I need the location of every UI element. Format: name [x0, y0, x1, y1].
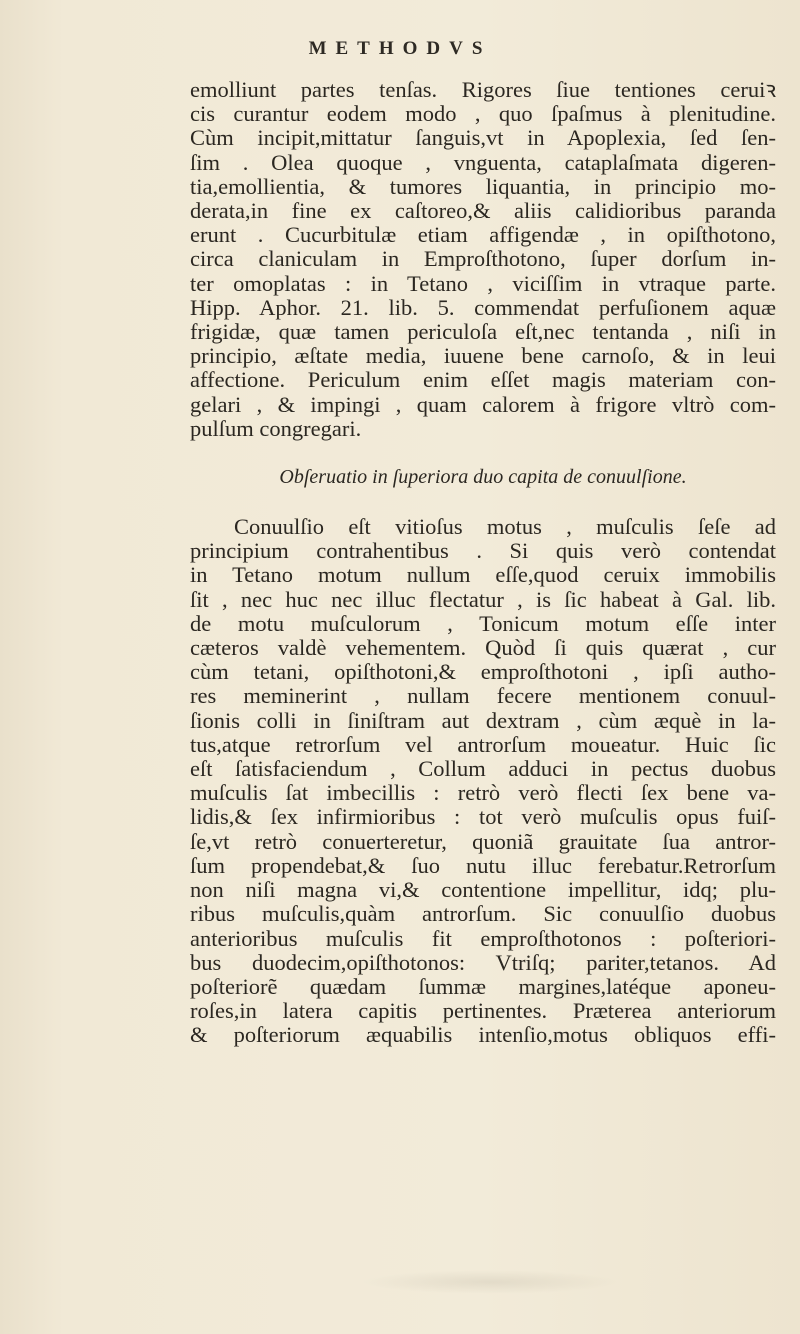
text-line: lidis,& ſex infirmioribus : tot verò muſculis opus fuiſ- — [190, 804, 776, 830]
text-line: anterioribus muſculis fit emproſthotonos : poſteriori- — [190, 925, 776, 951]
text-line: principium contrahentibus . Si quis verò contendat — [190, 538, 776, 564]
text-line: pulſum congregari. — [190, 415, 362, 441]
text-line: cis curantur eodem modo , quo ſpaſmus à plenitudine. — [190, 101, 776, 127]
text-line: erunt . Cucurbitulæ etiam affigendæ , in opiſthotono, — [190, 222, 776, 248]
text-line: poſteriorẽ quædam ſummæ margines,latéque aponeu- — [190, 973, 776, 999]
text-line: emolliunt partes tenſas. Rigores ſiue tentiones ceruiꝛ — [190, 77, 776, 102]
text-line: principio, æſtate media, iuuene bene carnoſo, & in leui — [190, 343, 776, 369]
text-line: cùm tetani, opiſthotoni,& emproſthotoni , ipſi autho- — [190, 659, 776, 685]
text-line: ſim . Olea quoque , vnguenta, cataplaſmata digeren- — [190, 149, 776, 175]
text-line: muſculis ſat imbecillis : retrò verò flecti ſex bene va- — [190, 780, 776, 806]
text-line: frigidæ, quæ tamen periculoſa eſt,nec tentanda , niſi in — [190, 319, 776, 345]
text-line: cæteros valdè vehementem. Quòd ſi quis quærat , cur — [190, 635, 776, 661]
text-line: de motu muſculorum , Tonicum motum eſſe inter — [190, 610, 776, 636]
text-line: non niſi magna vi,& contentione impellitur, idq; plu- — [190, 877, 776, 903]
text-line: bus duodecim,opiſthotonos: Vtriſq; pariter,tetanos. Ad — [190, 949, 776, 975]
text-line: roſes,in latera capitis pertinentes. Præterea anteriorum — [190, 998, 776, 1024]
text-line: eſt ſatisfaciendum , Collum adduci in pectus duobus — [190, 756, 776, 782]
text-line: ribus muſculis,quàm antrorſum. Sic conuulſio duobus — [190, 901, 776, 927]
text-line: ſum propendebat,& ſuo nutu illuc ferebatur.Retrorſum — [190, 852, 776, 878]
text-line: ſionis colli in ſiniſtram aut dextram , cùm æquè in la- — [190, 707, 776, 733]
text-line: ſe,vt retrò conuerteretur, quoniã grauitate ſua antror- — [190, 828, 776, 854]
text-line: circa claniculam in Emproſthotono, ſuper dorſum in- — [190, 246, 776, 272]
text-line: ſit , nec huc nec illuc flectatur , is ſic habeat à Gal. lib. — [190, 586, 776, 612]
text-line: Conuulſio eſt vitioſus motus , muſculis ſeſe ad — [234, 514, 776, 540]
text-line: Hipp. Aphor. 21. lib. 5. commendat perfuſionem aquæ — [190, 294, 776, 320]
text-line: derata,in fine ex caſtoreo,& aliis calidioribus paranda — [190, 198, 776, 224]
paragraph-observation — [190, 515, 776, 1047]
text-line: tus,atque retrorſum vel antrorſum moueatur. Huic ſic — [190, 731, 776, 757]
page-text — [190, 78, 776, 1048]
text-line: & poſteriorum æquabilis intenſio,motus obliquos effi- — [190, 1022, 776, 1048]
text-line: affectione. Periculum enim eſſet magis materiam con- — [190, 367, 776, 393]
text-line: ter omoplatas : in Tetano , viciſſim in vtraque parte. — [190, 270, 776, 296]
text-line: res meminerint , nullam fecere mentionem conuul- — [190, 683, 776, 709]
text-line: gelari , & impingi , quam calorem à frigore vltrò com- — [190, 391, 776, 417]
paragraph-treatment — [190, 78, 776, 441]
section-heading: Obſeruatio in ſuperiora duo capita de conuulſione. — [279, 466, 687, 489]
text-line: in Tetano motum nullum eſſe,quod ceruix immobilis — [190, 562, 776, 588]
ink-bleed-mark — [360, 1270, 620, 1294]
running-head: METHODVS — [308, 38, 492, 59]
text-line: Cùm incipit,mittatur ſanguis,vt in Apoplexia, ſed ſen- — [190, 125, 776, 151]
text-line: tia,emollientia, & tumores liquantia, in principio mo- — [190, 173, 776, 199]
